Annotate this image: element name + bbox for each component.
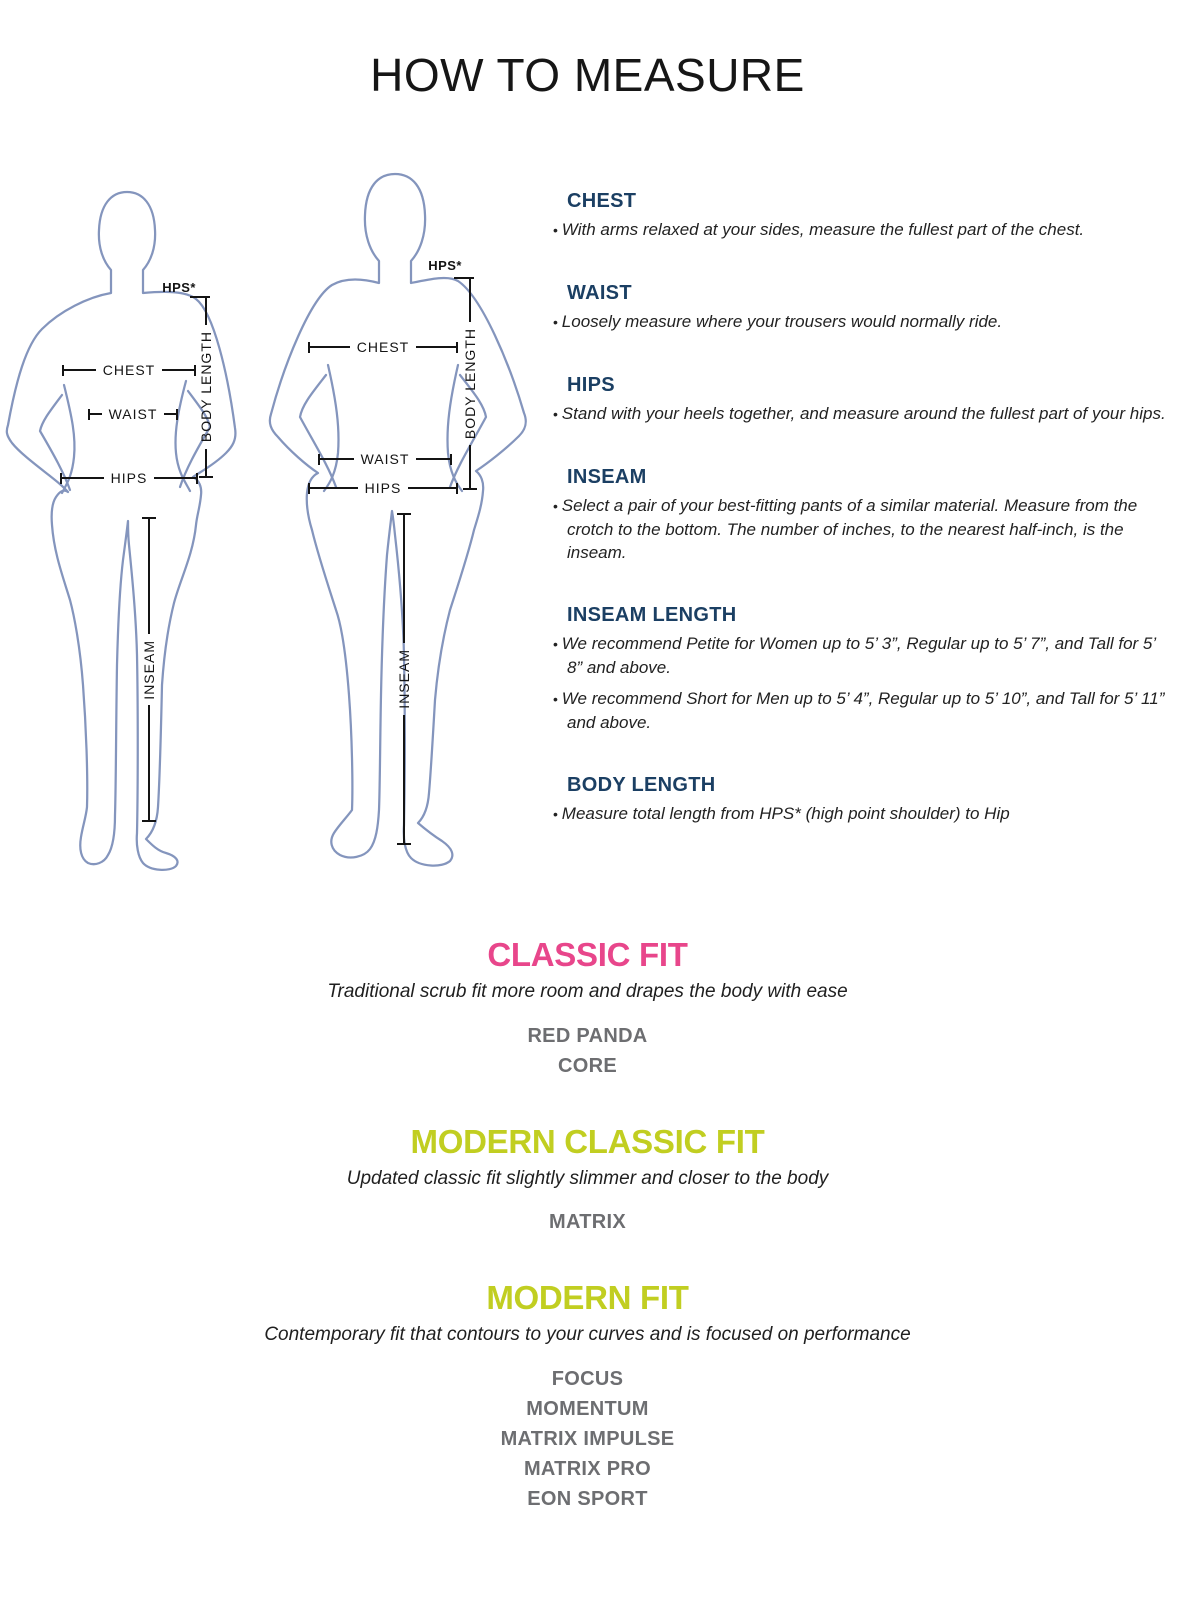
fit-description: Contemporary fit that contours to your curves and is focused on performance xyxy=(264,1324,911,1346)
section-waist xyxy=(553,282,1171,334)
female-body-outline-path xyxy=(7,192,236,870)
fit-classic xyxy=(0,936,1175,1081)
body-length-label: BODY LENGTH xyxy=(198,331,214,443)
fit-name: CLASSIC FIT xyxy=(487,936,688,973)
section-inseam xyxy=(553,466,1171,564)
waist-label: WAIST xyxy=(108,406,158,422)
section-body-length xyxy=(553,774,1171,826)
chest-label: CHEST xyxy=(102,362,156,378)
section-bullet: • With arms relaxed at your sides, measure the fullest part of the chest. xyxy=(553,218,1171,242)
chest-label: CHEST xyxy=(356,339,410,355)
measure-tick xyxy=(199,476,213,478)
section-bullet: • Measure total length from HPS* (high point shoulder) to Hip xyxy=(553,802,1171,826)
section-heading: CHEST xyxy=(567,190,637,212)
section-bullet: • Stand with your heels together, and measure around the fullest part of your hips. xyxy=(553,402,1171,426)
section-heading: INSEAM LENGTH xyxy=(567,604,737,626)
page-header xyxy=(0,48,1175,102)
male-inseam-measure xyxy=(397,513,411,845)
male-waist-measure xyxy=(318,451,452,467)
waist-label: WAIST xyxy=(360,451,410,467)
product-name: FOCUS xyxy=(551,1367,624,1390)
section-heading: WAIST xyxy=(567,282,632,304)
fit-description: Updated classic fit slightly slimmer and closer to the body xyxy=(346,1167,829,1189)
inseam-label: INSEAM xyxy=(396,649,412,709)
section-inseam-length xyxy=(553,604,1171,734)
section-hips xyxy=(553,374,1171,426)
product-name: EON SPORT xyxy=(527,1487,648,1510)
product-name: MATRIX IMPULSE xyxy=(500,1427,675,1450)
male-torso-left-line xyxy=(324,365,339,491)
section-bullet: • We recommend Petite for Women up to 5’ 3”, Regular up to 5’ 7”, and Tall for 5’ 8” and above. xyxy=(553,632,1171,679)
measure-tick xyxy=(190,296,210,298)
product-name: MATRIX PRO xyxy=(523,1457,652,1480)
female-waist-measure xyxy=(88,406,178,422)
male-hips-measure xyxy=(308,480,458,496)
product-name: RED PANDA xyxy=(527,1024,648,1047)
product-name: MATRIX xyxy=(549,1211,626,1234)
section-heading: INSEAM xyxy=(567,466,647,488)
female-chest-measure xyxy=(62,362,196,378)
section-bullet: • We recommend Short for Men up to 5’ 4”, Regular up to 5’ 10”, and Tall for 5’ 11” and above. xyxy=(553,687,1171,734)
section-chest xyxy=(553,190,1171,242)
section-bullet: • Loosely measure where your trousers would normally ride. xyxy=(553,310,1171,334)
page-title: HOW TO MEASURE xyxy=(370,49,805,101)
fit-products xyxy=(0,1364,1175,1514)
section-heading: BODY LENGTH xyxy=(567,774,716,796)
instructions-column xyxy=(553,190,1171,866)
male-body-length-measure xyxy=(463,277,477,490)
body-length-label: BODY LENGTH xyxy=(462,327,478,440)
hips-label: HIPS xyxy=(364,480,402,496)
inseam-label: INSEAM xyxy=(141,639,157,700)
fit-categories xyxy=(0,936,1175,1556)
fit-modern-classic xyxy=(0,1123,1175,1238)
female-figure-outline xyxy=(0,185,258,885)
female-hps-label: HPS* xyxy=(162,280,196,295)
section-heading: HIPS xyxy=(567,374,615,396)
male-hps-label: HPS* xyxy=(428,258,462,273)
hips-label: HIPS xyxy=(110,470,148,486)
fit-name: MODERN FIT xyxy=(486,1279,689,1317)
fit-modern xyxy=(0,1279,1175,1514)
fit-name: MODERN CLASSIC FIT xyxy=(410,1122,765,1160)
fit-products xyxy=(0,1021,1175,1081)
female-hips-measure xyxy=(60,470,198,486)
male-torso-right-line xyxy=(447,365,462,491)
product-name: MOMENTUM xyxy=(526,1397,649,1420)
female-body-length-measure xyxy=(199,296,213,478)
measure-tick xyxy=(454,277,474,279)
product-name: CORE xyxy=(558,1054,617,1077)
male-chest-measure xyxy=(308,339,458,355)
fit-products xyxy=(0,1207,1175,1237)
male-inner-arm-left-line xyxy=(300,375,336,487)
measure-tick xyxy=(463,488,477,490)
section-bullet: • Select a pair of your best-fitting pants of a similar material. Measure from the crotch to the bottom. The number of inches, to the nearest half-inch, is the inseam. xyxy=(553,494,1171,564)
female-inseam-measure xyxy=(142,517,156,822)
fit-description: Traditional scrub fit more room and drapes the body with ease xyxy=(327,980,848,1002)
